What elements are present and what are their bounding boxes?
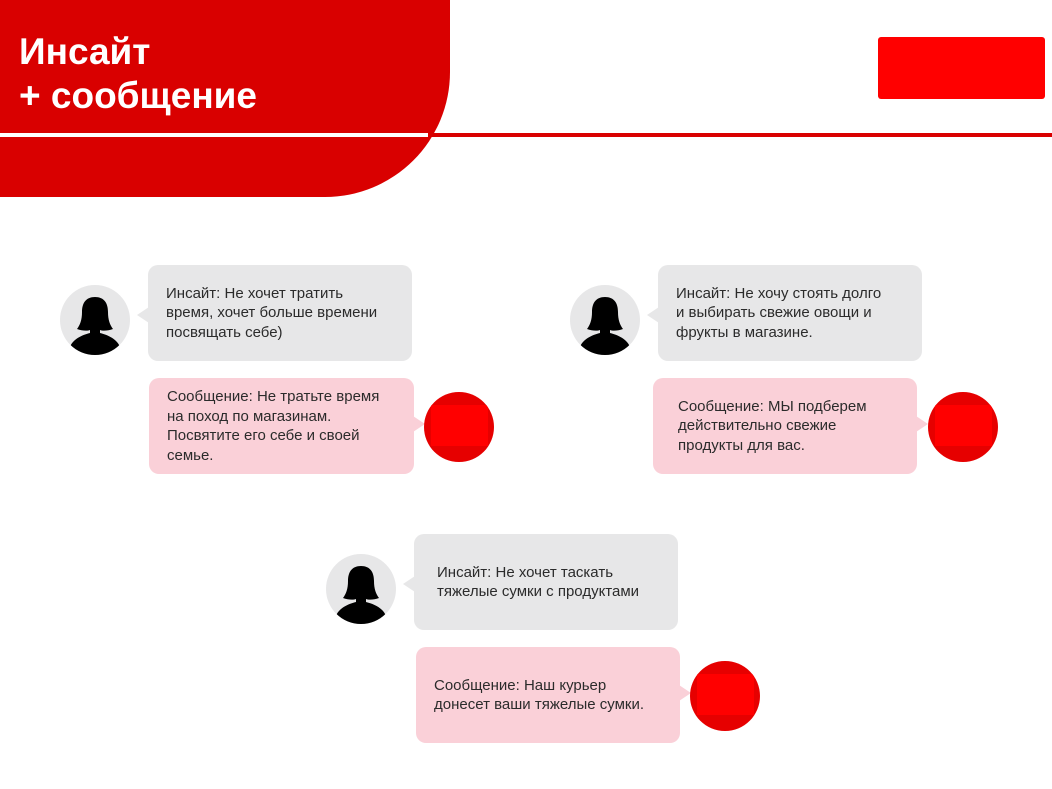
- insight-text: Инсайт: Не хочет тратить время, хочет больше времени посвящать себе): [166, 284, 378, 341]
- header-divider-line: [428, 133, 1052, 137]
- persona-avatar: [326, 554, 396, 624]
- brand-logo-circle: [690, 661, 760, 731]
- woman-silhouette-icon: [60, 285, 130, 355]
- message-text: Сообщение: МЫ подберем действительно свежие продукты для вас.: [678, 397, 867, 454]
- persona-avatar: [570, 285, 640, 355]
- brand-logo-circle: [424, 392, 494, 462]
- insight-bubble: [148, 265, 412, 361]
- insight-text: Инсайт: Не хочу стоять долго и выбирать свежие овощи и фрукты в магазине.: [676, 284, 882, 341]
- insight-bubble: [658, 265, 922, 361]
- header-divider-gap: [0, 133, 440, 137]
- woman-silhouette-icon: [326, 554, 396, 624]
- page-title: Инсайт + сообщение: [19, 31, 257, 116]
- brand-logo-mark: [935, 405, 992, 446]
- brand-logo-placeholder: [878, 37, 1045, 99]
- message-bubble: [416, 647, 680, 743]
- persona-avatar: [60, 285, 130, 355]
- brand-logo-circle: [928, 392, 998, 462]
- message-bubble: [149, 378, 414, 474]
- brand-logo-mark: [697, 674, 754, 715]
- brand-logo-mark: [431, 405, 488, 446]
- message-text: Сообщение: Наш курьер донесет ваши тяжелые сумки.: [434, 676, 644, 713]
- message-bubble: [653, 378, 917, 474]
- message-text: Сообщение: Не тратьте время на поход по магазинам. Посвятите его себе и своей семье.: [167, 388, 380, 464]
- insight-text: Инсайт: Не хочет таскать тяжелые сумки с продуктами: [437, 563, 640, 600]
- insight-bubble: [414, 534, 678, 630]
- woman-silhouette-icon: [570, 285, 640, 355]
